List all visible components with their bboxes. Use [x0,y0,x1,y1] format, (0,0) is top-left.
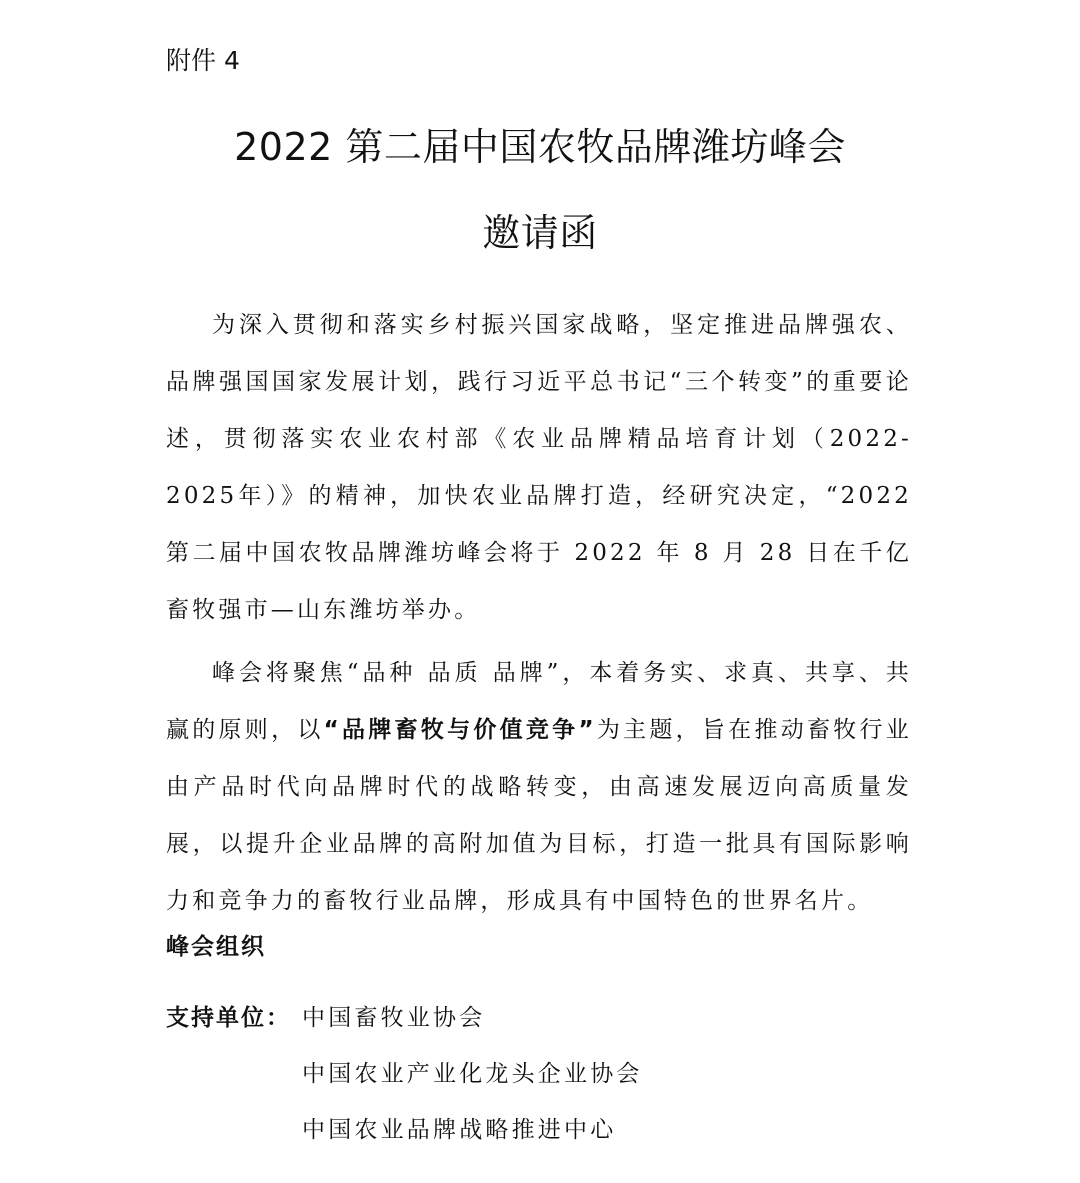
support-unit: 中国农业品牌战略推进中心 [302,1117,617,1143]
attachment-label: 附件 4 [166,46,240,75]
support-label: 支持单位： [166,1005,291,1031]
support-units-list [302,1001,643,1169]
document-title: 2022 第二届中国农牧品牌潍坊峰会 [234,125,846,169]
support-unit: 中国畜牧业协会 [302,1005,486,1031]
intro-paragraph: 为深入贯彻和落实乡村振兴国家战略，坚定推进品牌强农、品牌强国国家发展计划，践行习近平总书记“三个转变”的重要论述，贯彻落实农业农村部《农业品牌精品培育计划（2022-2025年）》的精神，加快农业品牌打造，经研究决定，“2022 第二届中国农牧品牌潍坊峰会将于 2022 年 8 月 28 日在千亿畜牧强市—山东潍坊举办。 [166,312,912,623]
support-unit: 中国农业产业化龙头企业协会 [302,1061,643,1087]
focus-text-before: 峰会将聚焦“品种 品质 品牌”，本着务实、求真、共享、共赢的原则，以 [166,660,912,743]
summit-theme: “品牌畜牧与价值竞争” [323,717,597,743]
focus-paragraph [166,645,912,930]
document-subtitle: 邀请函 [482,211,598,255]
section-heading: 峰会组织 [166,934,266,960]
focus-text-after: 为主题，旨在推动畜牧行业由产品时代向品牌时代的战略转变，由高速发展迈向高质量发展，以提升企业品牌的高附加值为目标，打造一批具有国际影响力和竞争力的畜牧行业品牌，形成具有中国特色的世界名片。 [166,717,913,914]
